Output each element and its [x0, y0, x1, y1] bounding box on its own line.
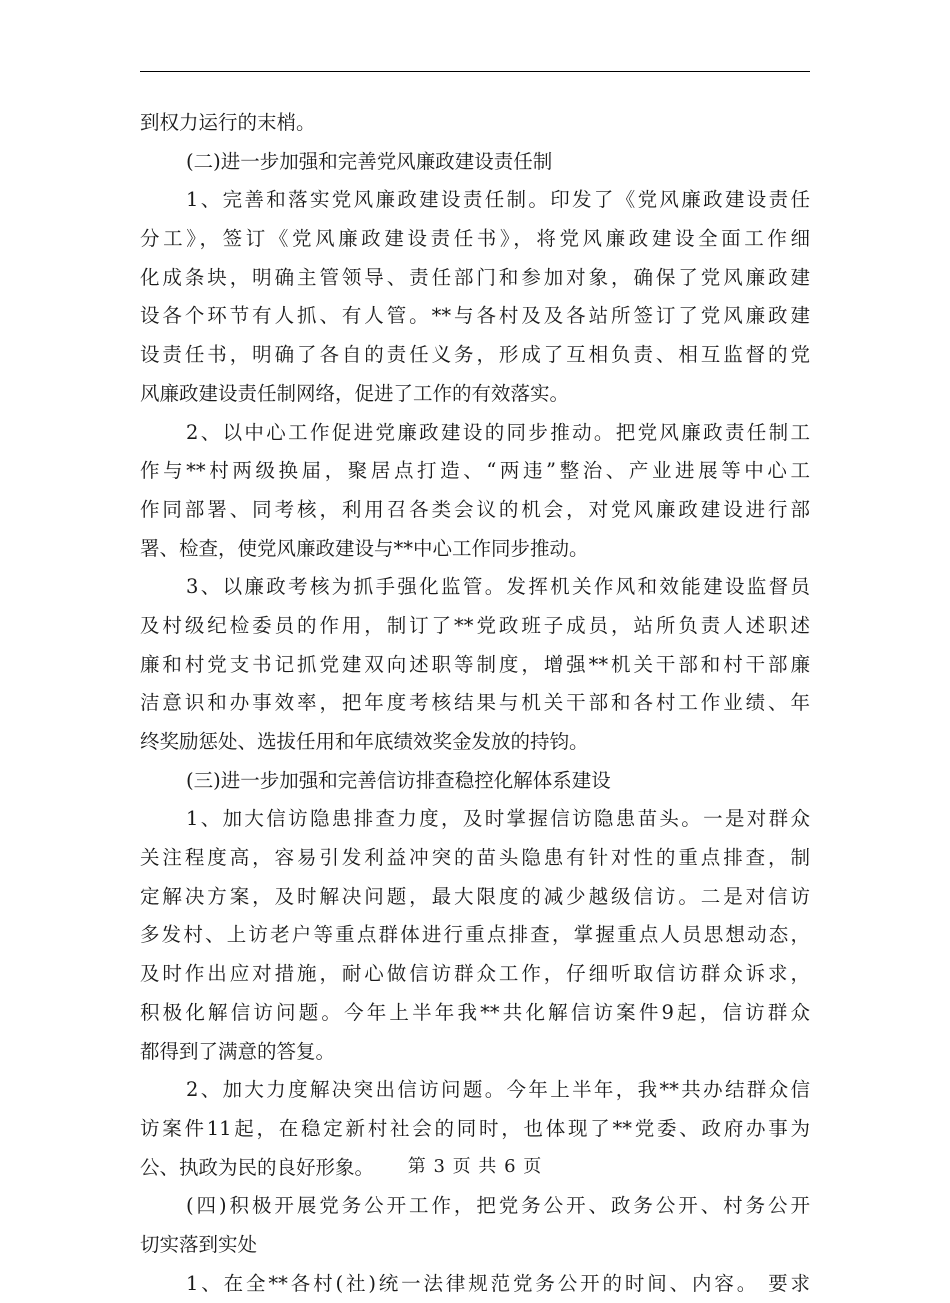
text-line: 终奖励惩处、选拔任用和年底绩效奖金发放的持钧。 [140, 730, 589, 753]
text-line: (四)积极开展党务公开工作，把党务公开、政务公开、村务公开 [186, 1194, 810, 1218]
text-line: 多发村、上访老户等重点群体进行重点排查，掌握重点人员思想动态， [140, 923, 810, 947]
text-line: 2、以中心工作促进党廉政建设的同步推动。把党风廉政责任制工 [186, 420, 810, 444]
text-line: 1、完善和落实党风廉政建设责任制。印发了《党风廉政建设责任 [186, 188, 810, 212]
text-line: 关注程度高，容易引发利益冲突的苗头隐患有针对性的重点排查，制 [140, 846, 810, 870]
text-line: 作与**村两级换届，聚居点打造、“两违”整治、产业进展等中心工 [140, 459, 810, 483]
text-line: 洁意识和办事效率，把年度考核结果与机关干部和各村工作业绩、年 [140, 691, 810, 715]
text-line: 1、加大信访隐患排查力度，及时掌握信访隐患苗头。一是对群众 [186, 807, 810, 831]
text-line: 切实落到实处 [140, 1232, 258, 1256]
text-line: 2、加大力度解决突出信访问题。今年上半年，我**共办结群众信 [186, 1078, 810, 1102]
header-rule [140, 71, 810, 72]
text-line: 作同部署、同考核，利用召各类会议的机会，对党风廉政建设进行部 [140, 497, 810, 521]
text-line: 及村级纪检委员的作用，制订了**党政班子成员，站所负责人述职述 [140, 613, 810, 637]
text-line: 都得到了满意的答复。 [140, 1039, 336, 1063]
text-line: 积极化解信访问题。今年上半年我**共化解信访案件9起，信访群众 [140, 1000, 810, 1024]
text-line: 公、执政为民的良好形象。 [140, 1155, 375, 1179]
text-line: 廉和村党支书记抓党建双向述职等制度，增强**机关干部和村干部廉 [140, 652, 810, 676]
text-line: 署、检查，使党风廉政建设与**中心工作同步推动。 [140, 536, 589, 560]
text-line: 分工》，签订《党风廉政建设责任书》，将党风廉政建设全面工作细 [140, 227, 810, 251]
text-line: 访案件11起，在稳定新村社会的同时，也体现了**党委、政府办事为 [140, 1116, 810, 1140]
text-line: 设责任书，明确了各自的责任义务，形成了互相负责、相互监督的党 [140, 343, 810, 367]
text-line: 风廉政建设责任制网络，促进了工作的有效落实。 [140, 381, 570, 405]
page-number: 第 3 页 共 6 页 [407, 1156, 543, 1177]
text-line: 设各个环节有人抓、有人管。**与各村及及各站所签订了党风廉政建 [140, 304, 810, 328]
text-line: (三)进一步加强和完善信访排查稳控化解体系建设 [186, 768, 611, 792]
document-body [140, 104, 810, 1303]
text-line: 定解决方案，及时解决问题，最大限度的减少越级信访。二是对信访 [140, 884, 810, 908]
text-line: 到权力运行的末梢。 [140, 111, 316, 134]
text-line: 3、以廉政考核为抓手强化监管。发挥机关作风和效能建设监督员 [186, 575, 810, 599]
text-line: 1、在全**各村(社)统一法律规范党务公开的时间、内容。 要求 [186, 1271, 810, 1295]
text-line: 化成条块，明确主管领导、责任部门和参加对象，确保了党风廉政建 [140, 265, 810, 289]
text-line: (二)进一步加强和完善党风廉政建设责任制 [186, 149, 553, 173]
text-line: 及时作出应对措施，耐心做信访群众工作，仔细听取信访群众诉求， [140, 962, 810, 986]
